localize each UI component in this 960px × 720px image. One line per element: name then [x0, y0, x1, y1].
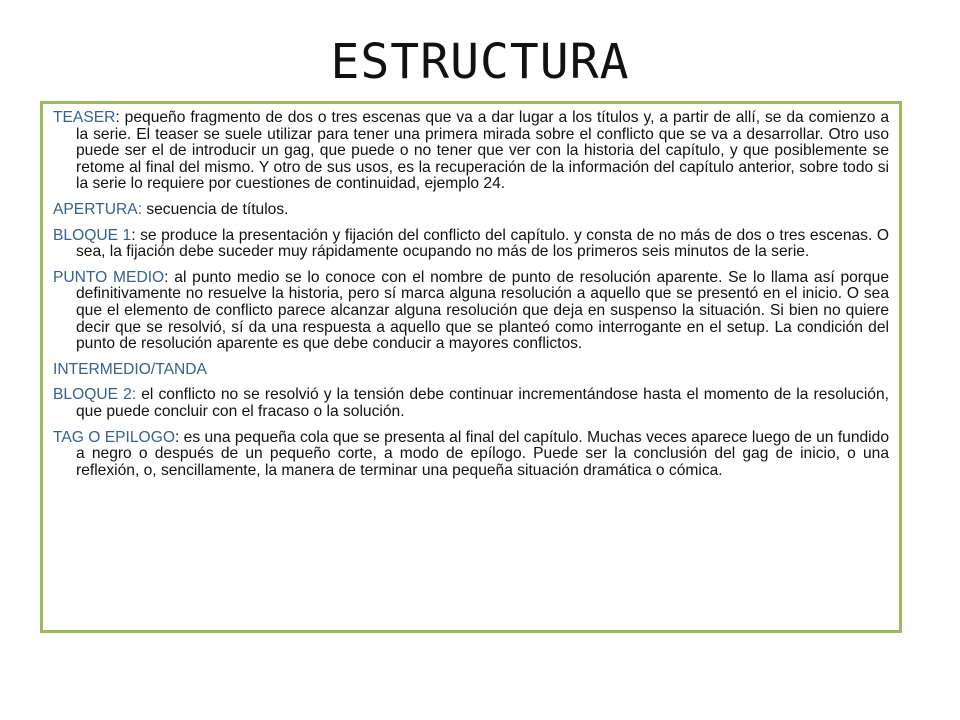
section-text: al punto medio se lo conoce con el nombre de punto de resolución aparente. Se lo llama así porque definitivamente no resuelve la historia, pero sí marca alguna resolución a aquello que se presentó en el inicio. O sea que el elemento de conflicto parece alcanzar alguna resolución que deja en suspenso la situación. Si bien no quiere decir que se resolvió, sí da una respuesta a aquello que se planteó como interrogante en el setup. La condición del punto de resolución aparente es que debe conducir a mayores conflictos.	[76, 268, 890, 353]
section-text: es una pequeña cola que se presenta al final del capítulo. Muchas veces aparece luego de un fundido a negro o después de un pequeño corte, a modo de epílogo. Puede ser la conclusión del gag de inicio, o una reflexión, o, sencillamente, la manera de terminar una pequeña situación dramática o cómica.	[76, 428, 889, 479]
term-label: TAG O EPILOGO	[53, 428, 175, 446]
term-separator: :	[164, 268, 175, 286]
term-label: TEASER	[53, 109, 116, 126]
term-label: PUNTO MEDIO	[53, 268, 165, 286]
content-box	[40, 101, 902, 633]
term-separator: :	[115, 109, 125, 126]
term-separator: :	[174, 428, 184, 446]
section-apertura	[53, 202, 889, 219]
section-intermedio	[53, 362, 889, 379]
section-bloque-1	[53, 228, 889, 261]
term-label: INTERMEDIO/TANDA	[53, 360, 207, 378]
section-text: se produce la presentación y fijación del conflicto del capítulo. y consta de no más de dos o tres escenas. O sea, la fijación debe suceder muy rápidamente ocupando no más de los primeros seis minutos de la serie.	[76, 226, 889, 261]
section-tag-epilogo	[53, 430, 889, 480]
section-punto-medio	[53, 270, 889, 353]
section-text: pequeño fragmento de dos o tres escenas que va a dar lugar a los títulos y, a partir de allí, se da comienzo a la serie. El teaser se suele utilizar para tener una primera mirada sobre el conflicto que se va a desarrollar. Otro uso puede ser el de introducir un gag, que puede o no tener que ver con la historia del capítulo, y que posiblemente se retome al final del mismo. Y otro de sus usos, es la recuperación de la información del capítulo anterior, sobre todo si la serie lo requiere por cuestiones de continuidad, ejemplo 24.	[76, 109, 890, 193]
section-bloque-2	[53, 387, 889, 420]
term-label: BLOQUE 1	[53, 226, 132, 244]
term-label: APERTURA:	[53, 200, 142, 218]
term-label: BLOQUE 2:	[53, 386, 137, 404]
section-text: el conflicto no se resolvió y la tensión debe continuar incrementándose hasta el momento de la resolución, que puede concluir con el fracaso o la solución.	[76, 386, 889, 420]
section-text: secuencia de títulos.	[146, 200, 289, 218]
slide-title: ESTRUCTURA	[330, 34, 630, 90]
section-teaser	[53, 110, 889, 193]
term-separator: :	[131, 226, 141, 244]
